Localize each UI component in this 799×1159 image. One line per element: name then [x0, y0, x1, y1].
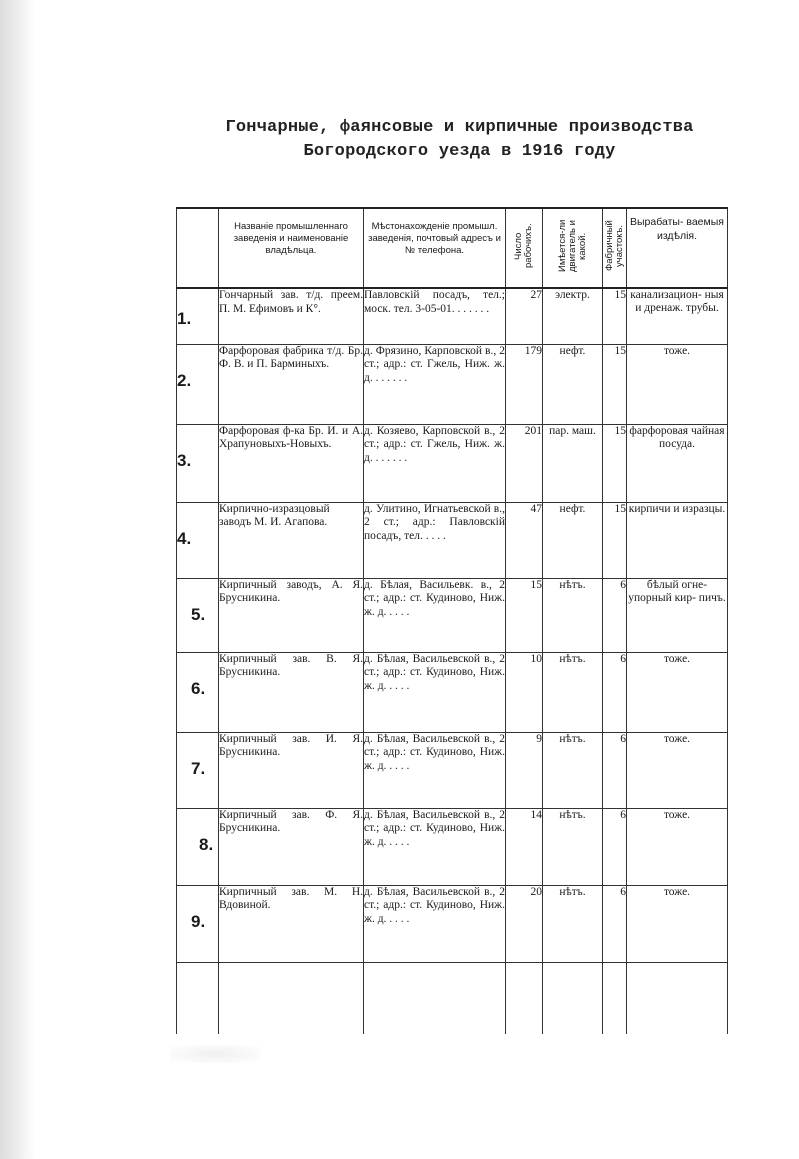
engine-type: нѣтъ.: [543, 732, 603, 808]
workers-count: 27: [506, 288, 543, 344]
empty-cell: [219, 962, 364, 1034]
row-number: 9.: [177, 885, 219, 962]
workers-count: 179: [506, 344, 543, 424]
factory-location: д. Фрязино, Карповской в., 2 ст.; адр.: ст. Гжель, Ниж. ж. д. . . . . . .: [364, 344, 506, 424]
table-row: [177, 732, 728, 808]
district-number: 6: [603, 732, 627, 808]
district-number: 6: [603, 578, 627, 652]
workers-count: 9: [506, 732, 543, 808]
factory-location: д. Бѣлая, Васильевской в., 2 ст.; адр.: ст. Кудиново, Ниж. ж. д. . . . .: [364, 732, 506, 808]
district-number: 15: [603, 344, 627, 424]
products: тоже.: [627, 344, 728, 424]
district-number: 15: [603, 502, 627, 578]
header-engine: Имѣется-ли двигатель и какой.: [543, 208, 603, 288]
engine-type: нѣтъ.: [543, 578, 603, 652]
header-name: Названіе промышленнаго заведенія и наименованіе владѣльца.: [219, 208, 364, 288]
engine-type: нѣтъ.: [543, 652, 603, 732]
table-row: [177, 885, 728, 962]
factory-name: Кирпично-изразцовый заводъ М. И. Агапова.: [219, 502, 364, 578]
table-row: [177, 652, 728, 732]
row-number: 5.: [177, 578, 219, 652]
header-location: Мѣстонахожденіе промышл. заведенія, почтовый адресъ и № телефона.: [364, 208, 506, 288]
table-header-row: [177, 208, 728, 288]
factory-name: Кирпичный зав. И. Я. Брусникина.: [219, 732, 364, 808]
row-number: 3.: [177, 424, 219, 502]
header-district: Фабричный участокъ.: [603, 208, 627, 288]
factory-location: д. Бѣлая, Васильевской в., 2 ст.; адр.: ст. Кудиново, Ниж. ж. д. . . . .: [364, 808, 506, 885]
empty-cell: [364, 962, 506, 1034]
products: тоже.: [627, 808, 728, 885]
factory-name: Кирпичный заводъ, А. Я. Брусникина.: [219, 578, 364, 652]
factory-name: Кирпичный зав. В. Я. Брусникина.: [219, 652, 364, 732]
empty-cell: [603, 962, 627, 1034]
engine-type: нѣтъ.: [543, 885, 603, 962]
factory-location: д. Козяево, Карповской в., 2 ст.; адр.: ст. Гжель, Ниж. ж. д. . . . . . .: [364, 424, 506, 502]
row-number: 2.: [177, 344, 219, 424]
products: бѣлый огне- упорный кир- пичъ.: [627, 578, 728, 652]
engine-type: нефт.: [543, 502, 603, 578]
row-number: 8.: [177, 808, 219, 885]
district-number: 15: [603, 424, 627, 502]
table-row: [177, 288, 728, 344]
empty-cell: [627, 962, 728, 1034]
empty-cell: [506, 962, 543, 1034]
header-workers: Число рабочихъ.: [506, 208, 543, 288]
district-number: 6: [603, 808, 627, 885]
engine-type: нефт.: [543, 344, 603, 424]
engine-type: нѣтъ.: [543, 808, 603, 885]
workers-count: 15: [506, 578, 543, 652]
factory-name: Кирпичный зав. М. Н. Вдовиной.: [219, 885, 364, 962]
table-row: [177, 808, 728, 885]
page-subtitle: Богородского уезда в 1916 году: [303, 142, 616, 161]
workers-count: 10: [506, 652, 543, 732]
row-number: 4.: [177, 502, 219, 578]
products: тоже.: [627, 732, 728, 808]
products: кирпичи и изразцы.: [627, 502, 728, 578]
products: тоже.: [627, 885, 728, 962]
workers-count: 47: [506, 502, 543, 578]
products: канализацион- ныя и дренаж. трубы.: [627, 288, 728, 344]
factory-name: Фарфоровая ф-ка Бр. И. и А. Храпуновыхъ-Новыхъ.: [219, 424, 364, 502]
products: фарфоровая чайная посуда.: [627, 424, 728, 502]
products: тоже.: [627, 652, 728, 732]
table-row: [177, 424, 728, 502]
workers-count: 201: [506, 424, 543, 502]
district-number: 6: [603, 885, 627, 962]
factory-name: Кирпичный зав. Ф. Я. Брусникина.: [219, 808, 364, 885]
row-number: 1.: [177, 288, 219, 344]
table-row: [177, 578, 728, 652]
page-title: Гончарные, фаянсовые и кирпичные производства: [225, 118, 694, 137]
factory-name: Фарфоровая фабрика т/д. Бр. Ф. В. и П. Барминыхъ.: [219, 344, 364, 424]
factory-location: д. Улитино, Игнатьевской в., 2 ст.; адр.: Павловскій посадъ, тел. . . . .: [364, 502, 506, 578]
header-products: Вырабаты- ваемыя издѣлія.: [627, 208, 728, 288]
empty-cell: [543, 962, 603, 1034]
scan-shadow: [0, 0, 36, 1159]
factory-location: Павловскій посадъ, тел.; моск. тел. 3-05-01. . . . . . .: [364, 288, 506, 344]
scan-smudge: [170, 1045, 260, 1063]
district-number: 15: [603, 288, 627, 344]
table-row: [177, 344, 728, 424]
table-empty-space: [177, 962, 728, 1034]
engine-type: пар. маш.: [543, 424, 603, 502]
factory-name: Гончарный зав. т/д. преем. П. М. Ефимовъ и К°.: [219, 288, 364, 344]
factory-location: д. Бѣлая, Васильевской в., 2 ст.; адр.: ст. Кудиново, Ниж. ж. д. . . . .: [364, 885, 506, 962]
empty-cell: [177, 962, 219, 1034]
row-number: 7.: [177, 732, 219, 808]
factory-location: д. Бѣлая, Васильевк. в., 2 ст.; адр.: ст. Кудиново, Ниж. ж. д. . . . .: [364, 578, 506, 652]
district-number: 6: [603, 652, 627, 732]
header-num: [177, 208, 219, 288]
row-number: 6.: [177, 652, 219, 732]
factory-location: д. Бѣлая, Васильевской в., 2 ст.; адр.: ст. Кудиново, Ниж. ж. д. . . . .: [364, 652, 506, 732]
table-row: [177, 502, 728, 578]
workers-count: 14: [506, 808, 543, 885]
engine-type: электр.: [543, 288, 603, 344]
workers-count: 20: [506, 885, 543, 962]
factories-table: [176, 207, 728, 1034]
